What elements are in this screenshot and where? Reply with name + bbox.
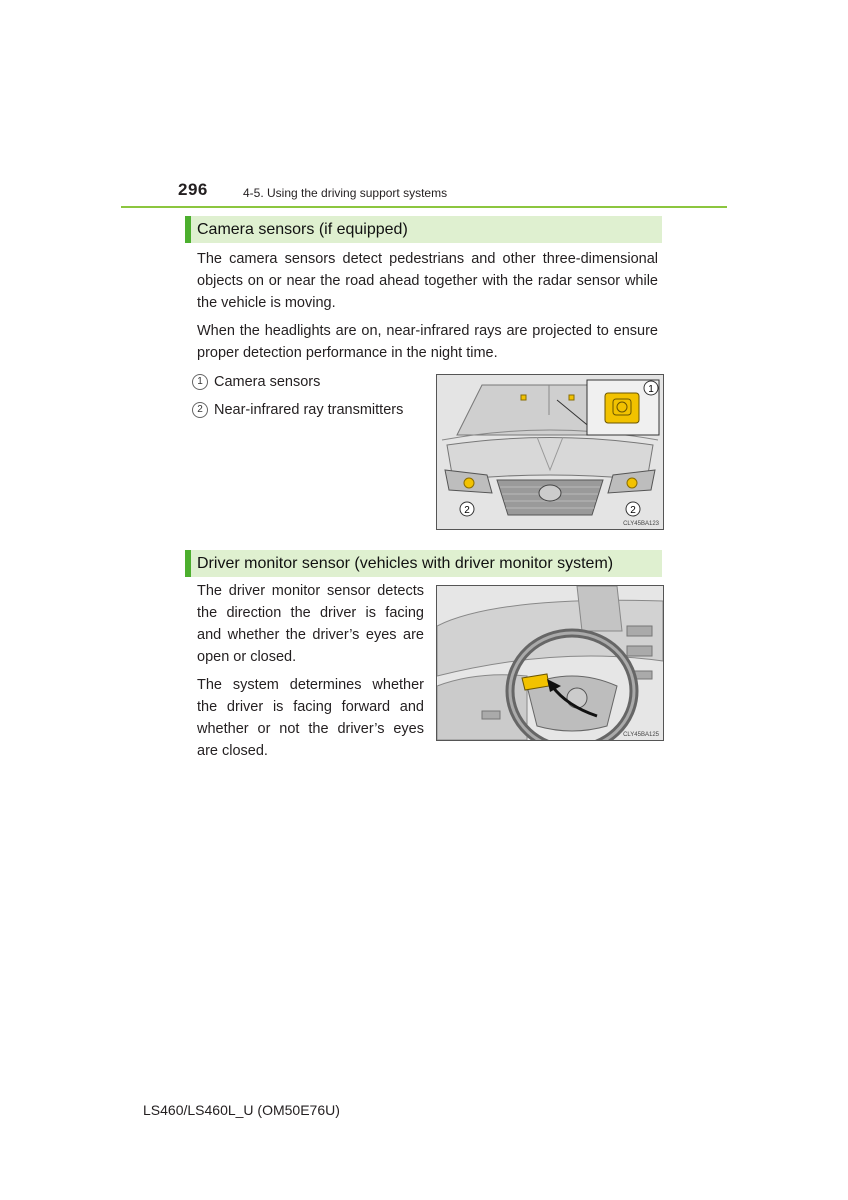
section-title-camera-sensors: Camera sensors (if equipped) <box>185 216 662 243</box>
ir-transmitter-left <box>464 478 474 488</box>
paragraph: The camera sensors detect pedestrians and other three-dimensional objects on or near the road ahead together with the radar sensor while the vehicle is moving. <box>197 251 658 311</box>
callout-number: 2 <box>192 402 208 418</box>
footer-model: LS460/LS460L_U (OM50E76U) <box>143 1102 340 1118</box>
figure-code: CLY45BA125 <box>623 732 659 738</box>
list-item-label: Camera sensors <box>214 374 321 390</box>
list-item-camera-sensors <box>192 373 320 391</box>
paragraph: The system determines whether the driver is facing forward and whether or not the driver’s eyes are closed. <box>197 677 424 759</box>
figure-code: CLY45BA123 <box>623 521 659 527</box>
section-path: 4-5. Using the driving support systems <box>243 186 448 200</box>
list-item-near-infrared <box>192 401 403 419</box>
camera-sensors-text <box>197 248 658 370</box>
paragraph: When the headlights are on, near-infrared rays are projected to ensure proper detection performance in the night time. <box>197 323 658 361</box>
ir-transmitter-right <box>627 478 637 488</box>
paragraph: The driver monitor sensor detects the direction the driver is facing and whether the driver’s eyes are open or closed. <box>197 583 424 665</box>
section-title-driver-monitor: Driver monitor sensor (vehicles with driver monitor system) <box>185 550 662 577</box>
driver-monitor-figure <box>436 585 664 741</box>
header-rule <box>121 206 727 208</box>
callout-2-right: 2 <box>630 505 636 516</box>
camera-sensors-figure <box>436 374 664 530</box>
driver-monitor-text <box>197 580 424 768</box>
page-number: 296 <box>178 180 208 199</box>
callout-1: 1 <box>648 384 654 395</box>
callout-2-left: 2 <box>464 505 470 516</box>
list-item-label: Near-infrared ray transmitters <box>214 402 404 418</box>
callout-number: 1 <box>192 374 208 390</box>
